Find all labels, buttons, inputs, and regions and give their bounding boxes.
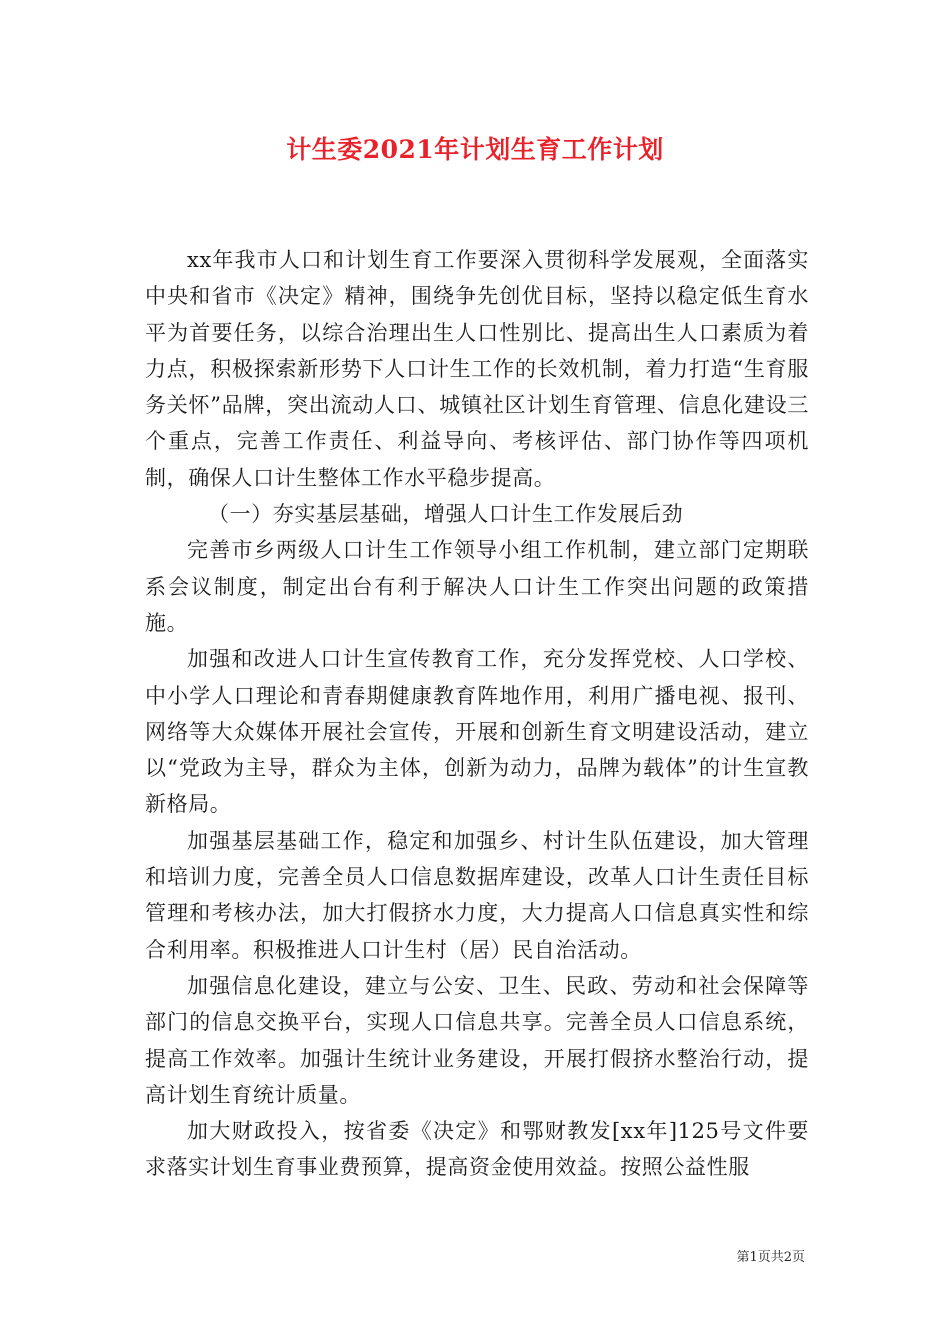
paragraph-publicity: 加强和改进人口计生宣传教育工作，充分发挥党校、人口学校、中小学人口理论和青春期健康教育阵地作用，利用广播电视、报刊、网络等大众媒体开展社会宣传，开展和创新生育文明建设活动，建立以“党政为主导，群众为主体，创新为动力，品牌为载体”的计生宣教新格局。 bbox=[145, 647, 809, 817]
paragraph-grassroots: 加强基层基础工作，稳定和加强乡、村计生队伍建设，加大管理和培训力度，完善全员人口信息数据库建设，改革人口计生责任目标管理和考核办法，加大打假挤水力度，大力提高人口信息真实性和综合利用率。积极推进人口计生村（居）民自治活动。 bbox=[145, 828, 809, 962]
intro-paragraph: xx年我市人口和计划生育工作要深入贯彻科学发展观，全面落实中央和省市《决定》精神，围绕争先创优目标，坚持以稳定低生育水平为首要任务，以综合治理出生人口性别比、提高出生人口素质为着力点，积极探索新形势下人口计生工作的长效机制，着力打造“生育服务关怀”品牌，突出流动人口、城镇社区计划生育管理、信息化建设三个重点，完善工作责任、利益导向、考核评估、部门协作等四项机制，确保人口计生整体工作水平稳步提高。 bbox=[145, 248, 809, 490]
paragraph-finance: 加大财政投入，按省委《决定》和鄂财教发[xx年]125号文件要求落实计划生育事业费预算，提高资金使用效益。按照公益性服 bbox=[145, 1119, 809, 1180]
section-heading: （一）夯实基层基础，增强人口计生工作发展后劲 bbox=[208, 502, 684, 527]
document-title: 计生委2021年计划生育工作计划 bbox=[286, 135, 664, 164]
paragraph-leadership: 完善市乡两级人口计生工作领导小组工作机制，建立部门定期联系会议制度，制定出台有利于解决人口计生工作突出问题的政策措施。 bbox=[145, 538, 809, 635]
page-number: 第1页共2页 bbox=[736, 1250, 805, 1265]
paragraph-informatization: 加强信息化建设，建立与公安、卫生、民政、劳动和社会保障等部门的信息交换平台，实现人口信息共享。完善全员人口信息系统，提高工作效率。加强计生统计业务建设，开展打假挤水整治行动，提高计划生育统计质量。 bbox=[145, 973, 809, 1107]
document-body bbox=[145, 242, 809, 1186]
